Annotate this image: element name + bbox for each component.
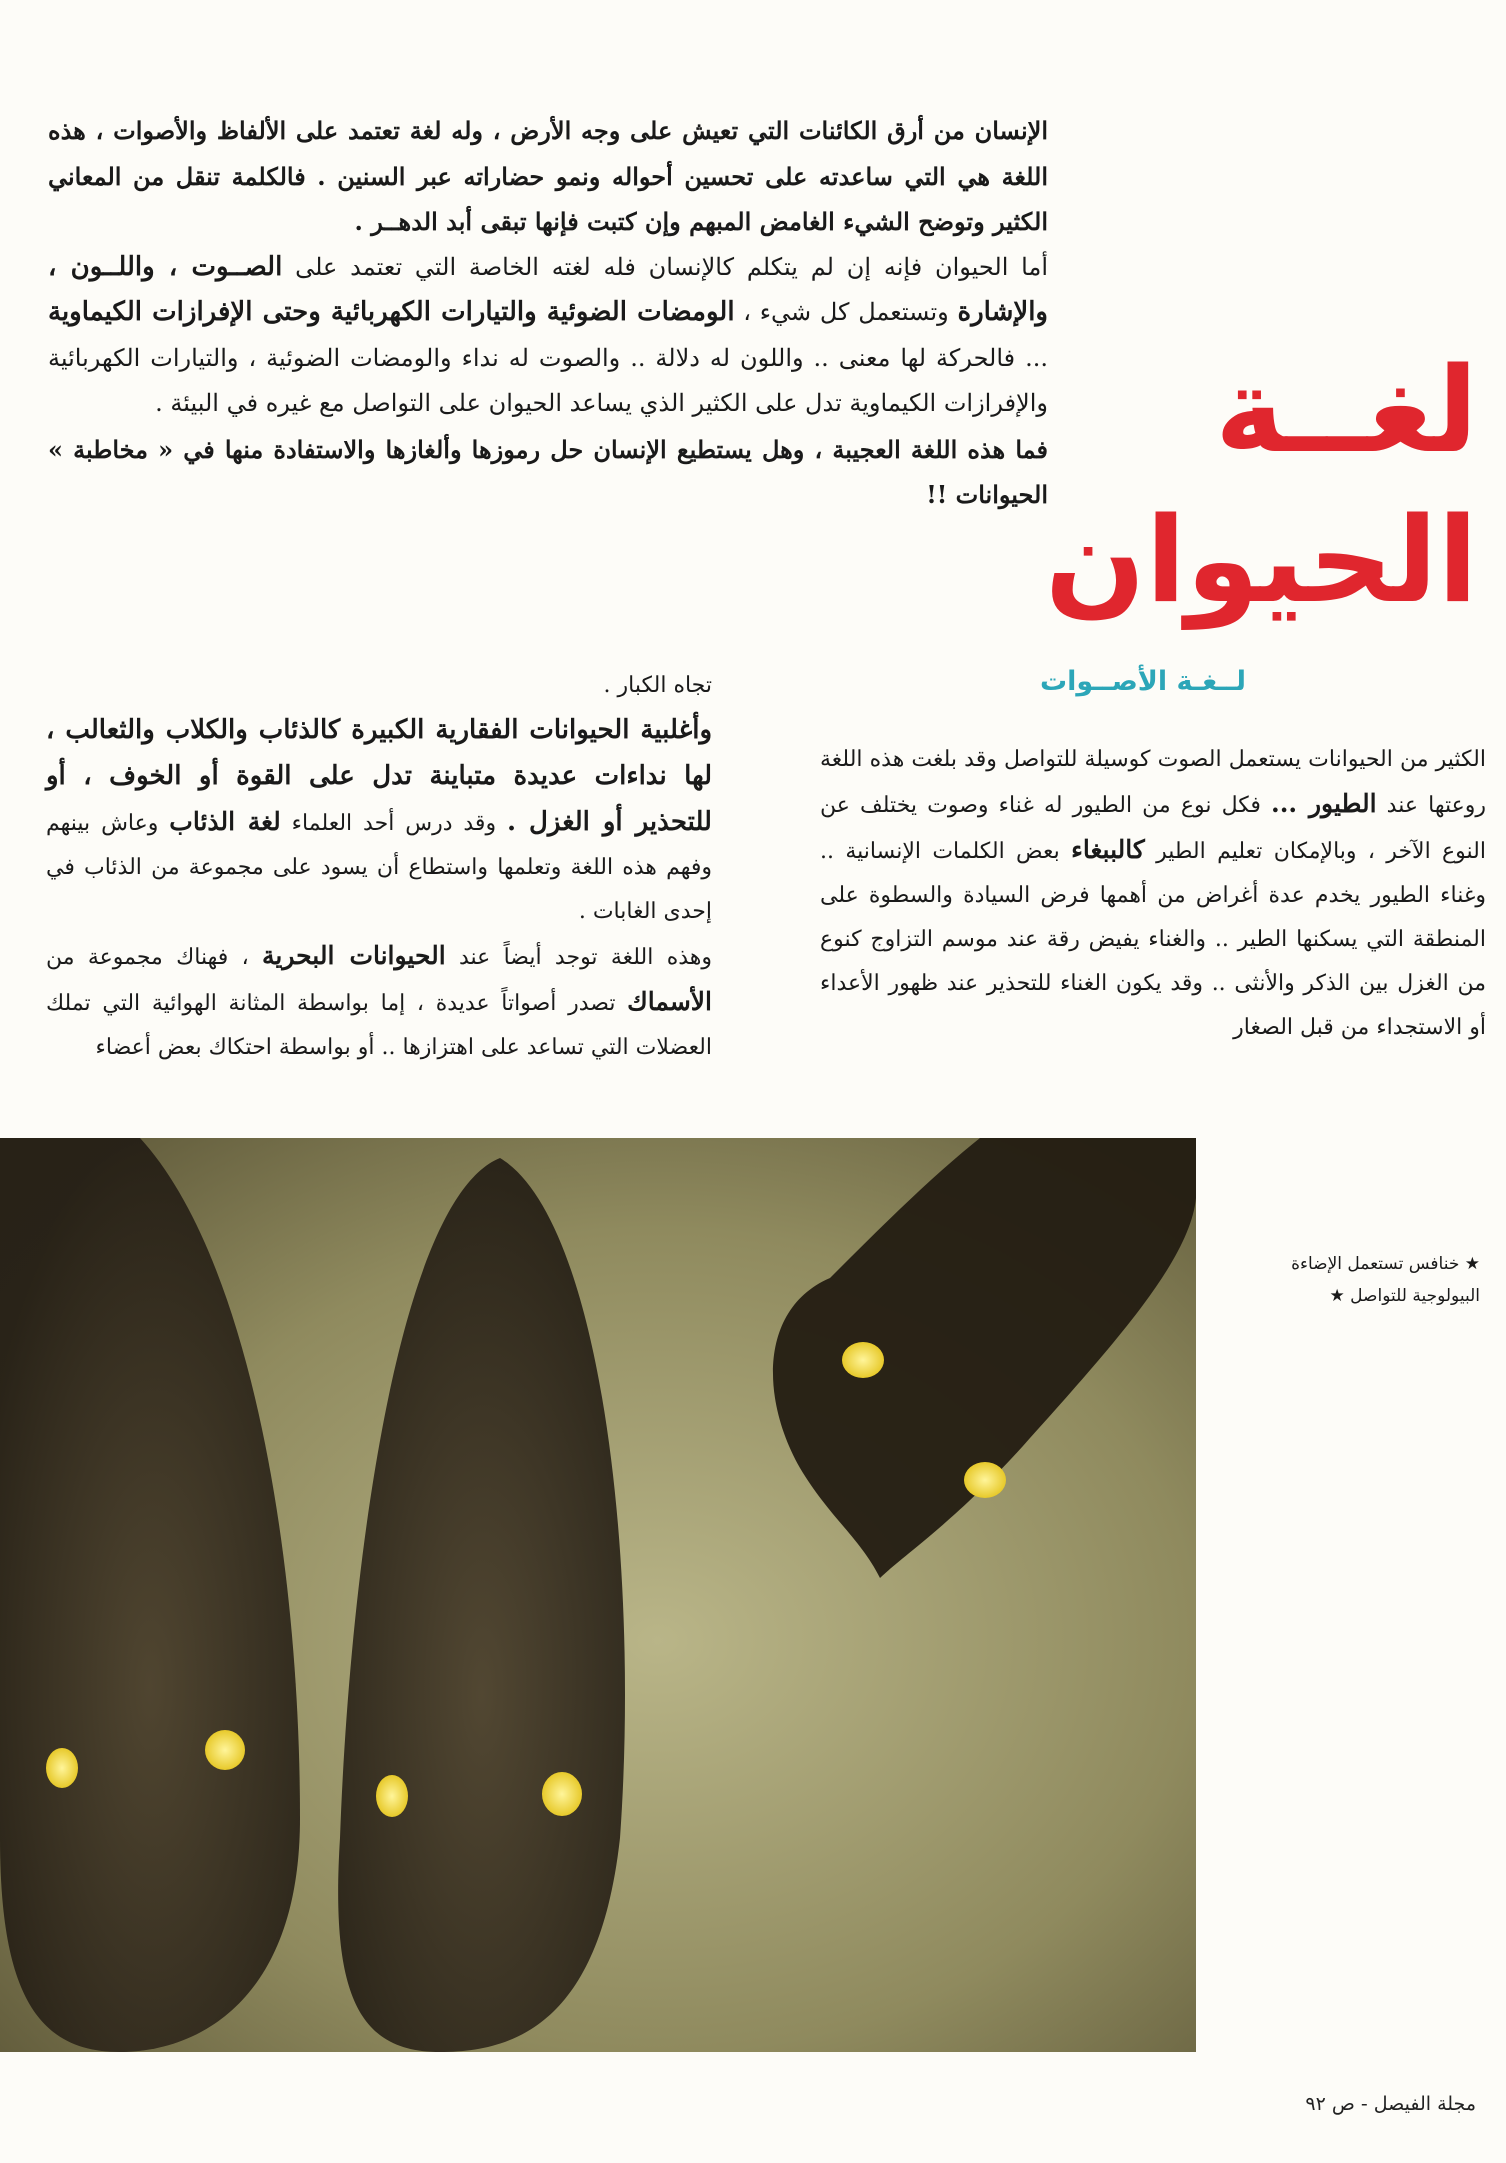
glow-spot-1 [46,1748,78,1788]
column-right [820,738,1486,1050]
glow-spot-3 [376,1775,408,1817]
photo-caption: ★ خنافس تستعمل الإضاءة البيولوجية للتواصل ★ [1291,1254,1480,1306]
left-bold-1: وأغلبية الحيوانات الفقارية الكبيرة كالذئاب والكلاب والثعالب ، لها نداءات عديدة متباينة تدل على القوة أو الخوف ، أو للتحذير أو الغزل . [46,715,712,837]
sounds-highlight-parrot: كالببغاء [1071,835,1145,864]
left-text-3: وهذه اللغة توجد أيضاً عند [445,945,712,970]
sounds-text-2: فكل نوع من الطيور له غناء وصوت يختلف عن النوع الآخر ، وبالإمكان تعليم الطير [820,793,1486,864]
intro-p2-text-c: ... فالحركة لها معنى .. واللون له دلالة .. والصوت له نداء والومضات الضوئية ، والتيارات الكهربائية والإفرازات الكيماوية تدل على الكثير الذي يساعد الحيوان على التواصل مع غيره في البيئة . [48,343,1048,417]
title-line-2: الحيوان [1044,491,1478,629]
left-paragraph-2 [46,934,712,1070]
article-title [1044,335,1478,635]
glow-spot-2 [205,1730,245,1770]
glow-spot-5 [842,1342,884,1378]
intro-paragraph-3: فما هذه اللغة العجيبة ، وهل يستطيع الإنسان حل رموزها وألغازها والاستفادة منها في « مخاطبة » الحيوانات !! [48,434,1048,509]
left-paragraph-1 [46,708,712,934]
left-text-0: تجاه الكبار . [603,673,712,698]
glow-spot-4 [542,1772,582,1816]
left-text-2: وعاش بينهم وفهم هذه اللغة وتعلمها واستطاع أن يسود على مجموعة من الذئاب في إحدى الغابات . [46,811,712,924]
sounds-text-3: بعض الكلمات الإنسانية .. وغناء الطيور يخدم عدة أغراض من أهمها فرض السيادة والسطوة على المنطقة التي يسكنها الطير .. والغناء يفيض رقة عند موسم التزاوج كنوع من الغزل بين الذكر والأنثى .. وقد يكون الغناء للتحذير عند ظهور الأعداء أو الاستجداء من قبل الصغار [820,839,1486,1040]
beetles-photo [0,1138,1196,2052]
sounds-paragraph [820,738,1486,1050]
intro-p2-text-b: وتستعمل كل شيء ، [734,298,958,326]
sounds-text-1: الكثير من الحيوانات يستعمل الصوت كوسيلة للتواصل وقد بلغت هذه اللغة روعتها عند [820,747,1486,818]
left-highlight-fish: الأسماك [627,987,712,1016]
left-text-4: ، فهناك مجموعة من [46,945,263,970]
intro-paragraph-1: الإنسان من أرق الكائنات التي تعيش على وجه الأرض ، وله لغة تعتمد على الألفاظ والأصوات ، هذه اللغة هي التي ساعدته على تحسين أحواله ونمو حضاراته عبر السنين . فالكلمة تنقل من المعاني الكثير وتوضح الشيء الغامض المبهم وإن كتبت فإنها تبقى أبد الدهــر . [48,116,1048,236]
page-footer: مجلة الفيصل - ص ٩٢ [1305,2093,1476,2115]
intro-text [48,108,1048,518]
title-line-1: لغــة [1214,341,1478,479]
intro-p2-text-a: أما الحيوان فإنه إن لم يتكلم كالإنسان فله لغته الخاصة التي تعتمد على [282,252,1048,281]
beetles-illustration [0,1138,1196,2052]
left-highlight-wolves: لغة الذئاب [169,807,281,836]
sounds-highlight-birds: الطيور ... [1271,789,1377,818]
left-highlight-marine: الحيوانات البحرية [262,941,446,970]
column-left [46,664,712,1070]
intro-paragraph-2 [48,245,1048,427]
section-heading-sounds: لــغـة الأصــوات [1039,666,1246,697]
intro-p2-highlight-1: الصــوت ، واللــون ، والإشارة [48,251,1048,327]
glow-spot-6 [964,1462,1006,1498]
intro-p2-highlight-2: الومضات الضوئية والتيارات الكهربائية وحتى الإفرازات الكيماوية [48,297,735,327]
left-text-1: وقد درس أحد العلماء [280,811,507,836]
left-text-5: تصدر أصواتاً عديدة ، إما بواسطة المثانة الهوائية التي تملك العضلات التي تساعد على اهتزازها .. أو بواسطة احتكاك بعض أعضاء [46,991,712,1060]
